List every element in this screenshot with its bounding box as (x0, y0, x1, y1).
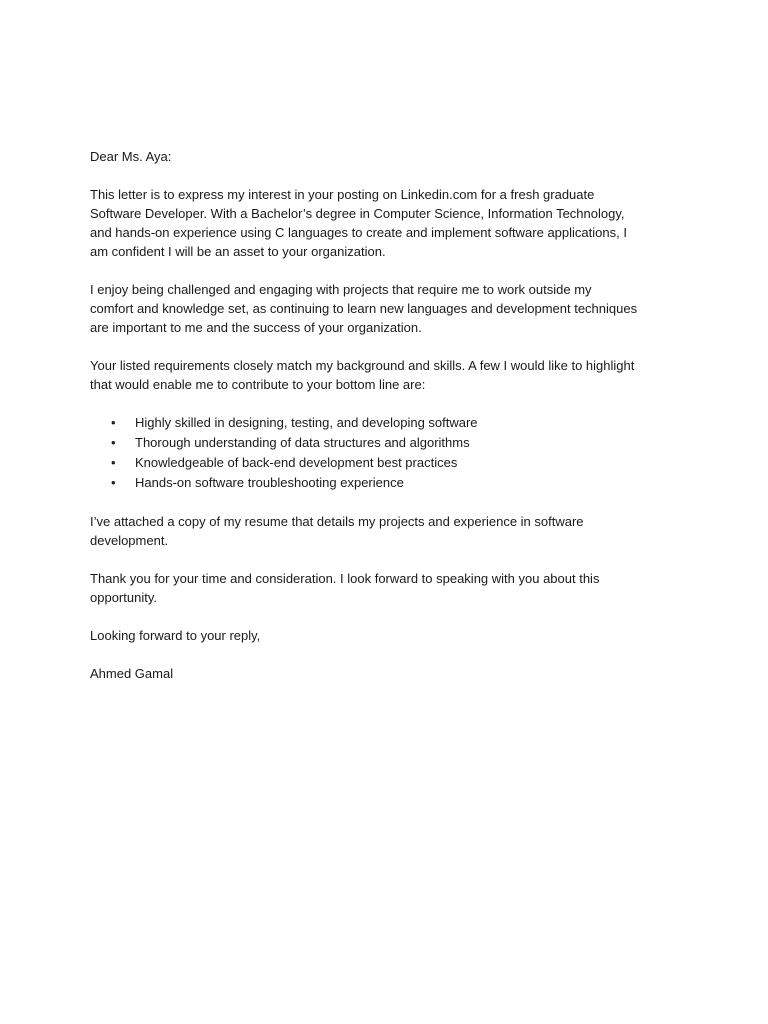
list-item (90, 473, 690, 493)
bullet-icon: • (111, 475, 116, 490)
bullet-icon: • (111, 435, 116, 450)
list-item-text: Thorough understanding of data structures and algorithms (135, 435, 470, 450)
list-item (90, 433, 690, 453)
salutation: Dear Ms. Aya: (90, 149, 172, 164)
cover-letter (90, 147, 690, 702)
signature-name: Ahmed Gamal (90, 666, 174, 681)
bullet-icon: • (111, 415, 116, 430)
closing-line: Looking forward to your reply, (90, 628, 261, 643)
list-item-text: Hands-on software troubleshooting experience (135, 475, 404, 490)
list-item-text: Highly skilled in designing, testing, and developing software (135, 415, 478, 430)
requirements-paragraph: Your listed requirements closely match my background and skills. A few I would like to highlight that would enable me to contribute to your bottom line are: (90, 358, 635, 392)
bullet-icon: • (111, 455, 116, 470)
intro-paragraph: This letter is to express my interest in your posting on Linkedin.com for a fresh graduate Software Developer. With a Bachelor’s degree in Computer Science, Information Technology, and hands-on experience using C languages to create and implement software applications, I am confident I will be an asset to your organization. (90, 187, 627, 259)
list-item (90, 413, 690, 433)
skills-list (90, 413, 690, 493)
thank-you-paragraph: Thank you for your time and consideration. I look forward to speaking with you about this opportunity. (90, 571, 600, 605)
list-item-text: Knowledgeable of back-end development best practices (135, 455, 458, 470)
list-item (90, 453, 690, 473)
motivation-paragraph: I enjoy being challenged and engaging with projects that require me to work outside my comfort and knowledge set, as continuing to learn new languages and development techniques are important to me and the success of your organization. (90, 282, 638, 335)
resume-paragraph: I’ve attached a copy of my resume that details my projects and experience in software development. (90, 514, 584, 548)
